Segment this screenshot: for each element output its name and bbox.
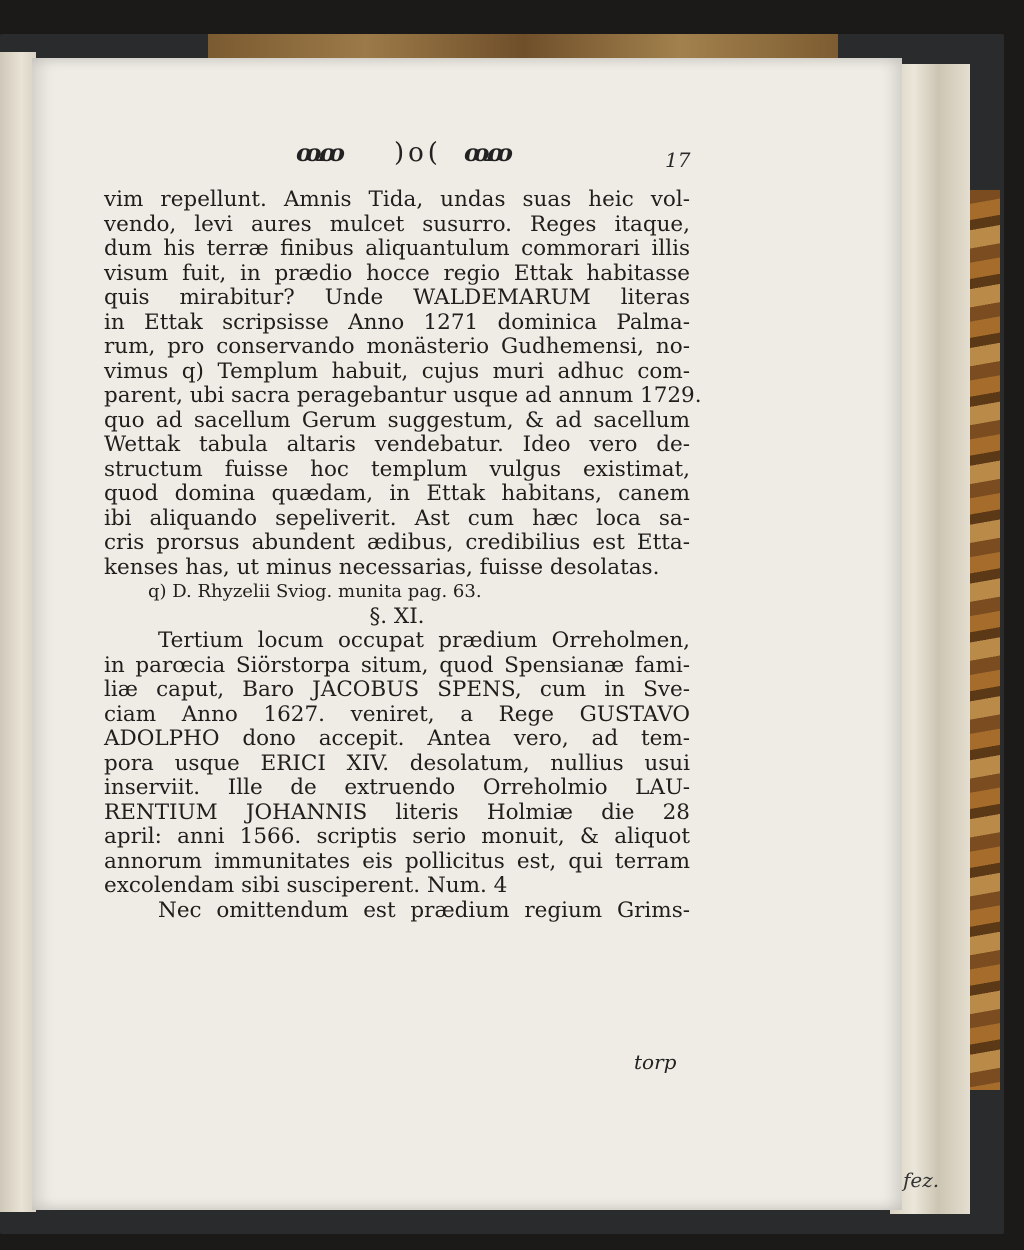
text-line: rum, pro conservando monästerio Gudhemensi, no- [104,334,690,359]
text-line: ciam Anno 1627. veniret, a Rege GUSTAVO [104,701,690,727]
text-line: cris prorsus abundent ædibus, credibilius est Etta- [104,530,690,555]
text-line: quis mirabitur? Unde WALDEMARUM literas [104,285,690,310]
running-head [290,138,710,174]
text-line: pora usque ERICI XIV. desolatum, nullius usui [104,750,690,776]
text-line: inserviit. Ille de extruendo Orreholmio LAU- [104,775,690,800]
binding-strip [208,34,838,60]
text-line: quod domina quædam, in Ettak habitans, canem [104,481,690,506]
text-line: visum fuit, in prædio hocce regio Ettak habitasse [104,260,690,286]
margin-annotation: fez. [903,1168,940,1192]
marbled-edge [968,190,1000,1090]
text-line: parent, ubi sacra peragebantur usque ad annum 1729. [104,383,702,408]
text-line: excolendam sibi susciperent. Num. 4 [104,873,508,898]
body-text [104,187,702,923]
text-line: ibi aliquando sepeliverit. Ast cum hæc loca sa- [104,505,690,531]
catchword: torp [634,1050,677,1074]
text-line: ADOLPHO dono accepit. Antea vero, ad tem- [104,726,690,751]
text-line: RENTIUM JOHANNIS literis Holmiæ die 28 [104,799,690,825]
text-line: in Ettak scripsisse Anno 1271 dominica Palma- [104,309,690,335]
text-line: quo ad sacellum Gerum suggestum, & ad sacellum [104,407,690,433]
text-line: Nec omittendum est prædium regium Grims- [158,897,690,923]
text-line: annorum immunitates eis pollicitus est, qui terram [104,848,690,874]
text-line: vim repellunt. Amnis Tida, undas suas heic vol- [104,187,690,212]
text-line: Wettak tabula altaris vendebatur. Ideo vero de- [104,432,690,457]
text-line: april: anni 1566. scriptis serio monuit, & aliquot [104,824,690,849]
ornament-left: ꝏ꜡ꝏ [296,138,344,167]
text-line: Tertium locum occupat prædium Orreholmen, [158,628,690,653]
text-line: kenses has, ut minus necessarias, fuisse desolatas. [104,554,660,580]
text-line: liæ caput, Baro JACOBUS SPENS, cum in Sve- [104,677,690,702]
page-number: 17 [665,148,691,172]
text-line: vimus q) Templum habuit, cujus muri adhuc com- [104,358,690,384]
header-separator: )o( [394,138,442,168]
text-line: in parœcia Siörstorpa situm, quod Spensianæ fami- [104,652,690,678]
page-stack-edge [890,64,970,1214]
text-line: structum fuisse hoc templum vulgus existimat, [104,456,690,482]
section-heading: §. XI. [369,603,425,629]
left-page-edge [0,52,36,1212]
ornament-right: ꝏ꜡ꝏ [464,138,512,167]
text-line: dum his terræ finibus aliquantulum commorari illis [104,236,690,261]
footnote: q) D. Rhyzelii Sviog. munita pag. 63. [148,581,482,602]
text-line: vendo, levi aures mulcet susurro. Reges itaque, [104,211,690,237]
